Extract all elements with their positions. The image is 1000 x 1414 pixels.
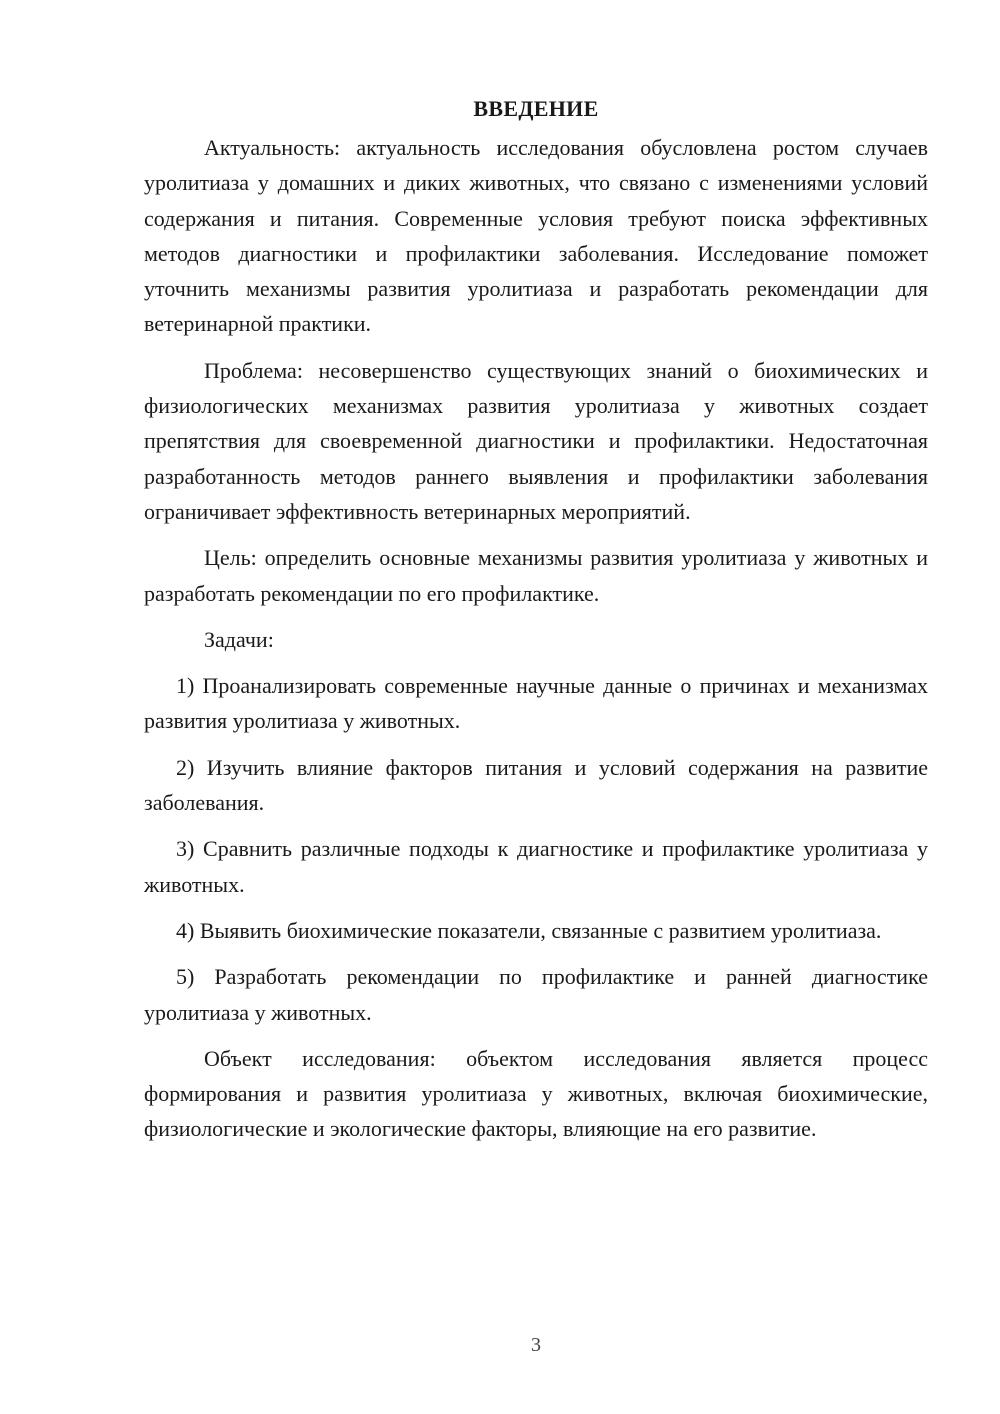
task-item: 5) Разработать рекомендации по профилактике и ранней диагностике уролитиаза у животных. — [144, 964, 928, 1025]
tasks-list — [144, 668, 928, 1030]
task-item: 2) Изучить влияние факторов питания и условий содержания на развитие заболевания. — [144, 754, 928, 816]
page-number: 3 — [531, 1334, 541, 1356]
object-paragraph: Объект исследования: объектом исследования является процесс формирования и развития уролитиаза у животных, включая биохимические, физиологические и экологические факторы, влияющие на его развитие. — [144, 1045, 928, 1142]
document-page — [144, 94, 928, 1158]
section-title: ВВЕДЕНИЕ — [473, 96, 599, 121]
goal-paragraph: Цель: определить основные механизмы развития уролитиаза у животных и разработать рекомендации по его профилактике. — [144, 545, 928, 606]
tasks-heading: Задачи: — [204, 626, 274, 652]
relevance-paragraph: Актуальность: актуальность исследования обусловлена ростом случаев уролитиаза у домашних и диких животных, что связано с изменениями условий содержания и питания. Современные условия требуют поиска эффективных методов диагностики и профилактики заболевания. Исследование поможет уточнить механизмы развития уролитиаза и разработать рекомендации для ветеринарной практики. — [144, 135, 928, 337]
task-item: 1) Проанализировать современные научные данные о причинах и механизмах развития уролитиаза у животных. — [144, 673, 928, 734]
task-item: 4) Выявить биохимические показатели, связанные с развитием уролитиаза. — [176, 917, 882, 943]
problem-paragraph: Проблема: несовершенство существующих знаний о биохимических и физиологических механизмах развития уролитиаза у животных создает препятствия для своевременной диагностики и профилактики. Недостаточная разработанность методов раннего выявления и профилактики заболевания ограничивает эффективность ветеринарных мероприятий. — [144, 357, 928, 524]
task-item: 3) Сравнить различные подходы к диагностике и профилактике уролитиаза у животных. — [144, 836, 928, 897]
